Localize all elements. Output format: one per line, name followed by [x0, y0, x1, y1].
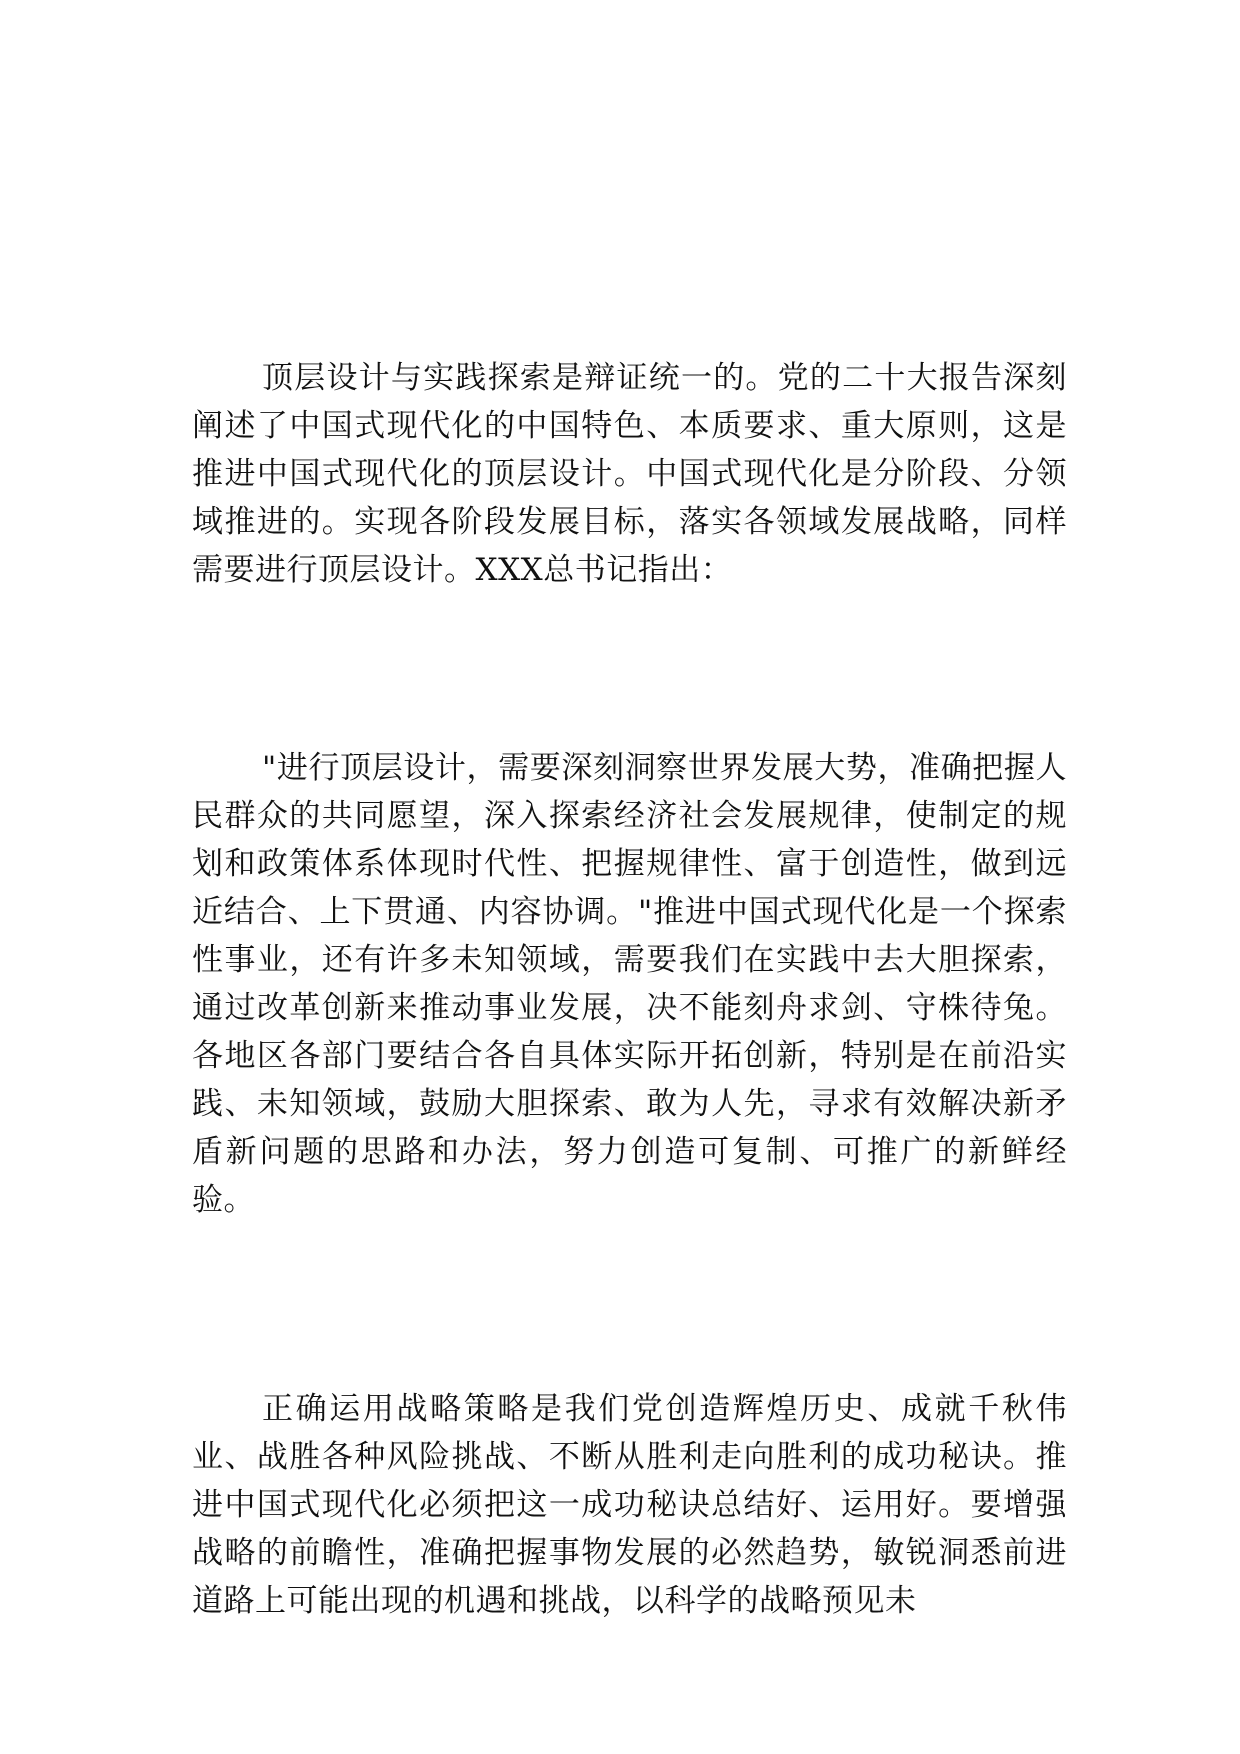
paragraph-strategy: 正确运用战略策略是我们党创造辉煌历史、成就千秋伟业、战胜各种风险挑战、不断从胜利走向胜利的成功秘诀。推进中国式现代化必须把这一成功秘诀总结好、运用好。要增强战略的前瞻性，准确把握事物发展的必然趋势，敏锐洞悉前进道路上可能出现的机遇和挑战，以科学的战略预见未 — [192, 1391, 1067, 1619]
paragraph-top-level-design: 顶层设计与实践探索是辩证统一的。党的二十大报告深刻阐述了中国式现代化的中国特色、本质要求、重大原则，这是推进中国式现代化的顶层设计。中国式现代化是分阶段、分领域推进的。实现各阶段发展目标，落实各领域发展战略，同样需要进行顶层设计。XXX总书记指出： — [192, 360, 1067, 588]
paragraph-quote-exploration: "进行顶层设计，需要深刻洞察世界发展大势，准确把握人民群众的共同愿望，深入探索经济社会发展规律，使制定的规划和政策体系体现时代性、把握规律性、富于创造性，做到远近结合、上下贯通、内容协调。"推进中国式现代化是一个探索性事业，还有许多未知领域，需要我们在实践中去大胆探索，通过改革创新来推动事业发展，决不能刻舟求剑、守株待兔。各地区各部门要结合各自具体实际开拓创新，特别是在前沿实践、未知领域，鼓励大胆探索、敢为人先，寻求有效解决新矛盾新问题的思路和办法，努力创造可复制、可推广的新鲜经验。 — [192, 750, 1067, 1218]
